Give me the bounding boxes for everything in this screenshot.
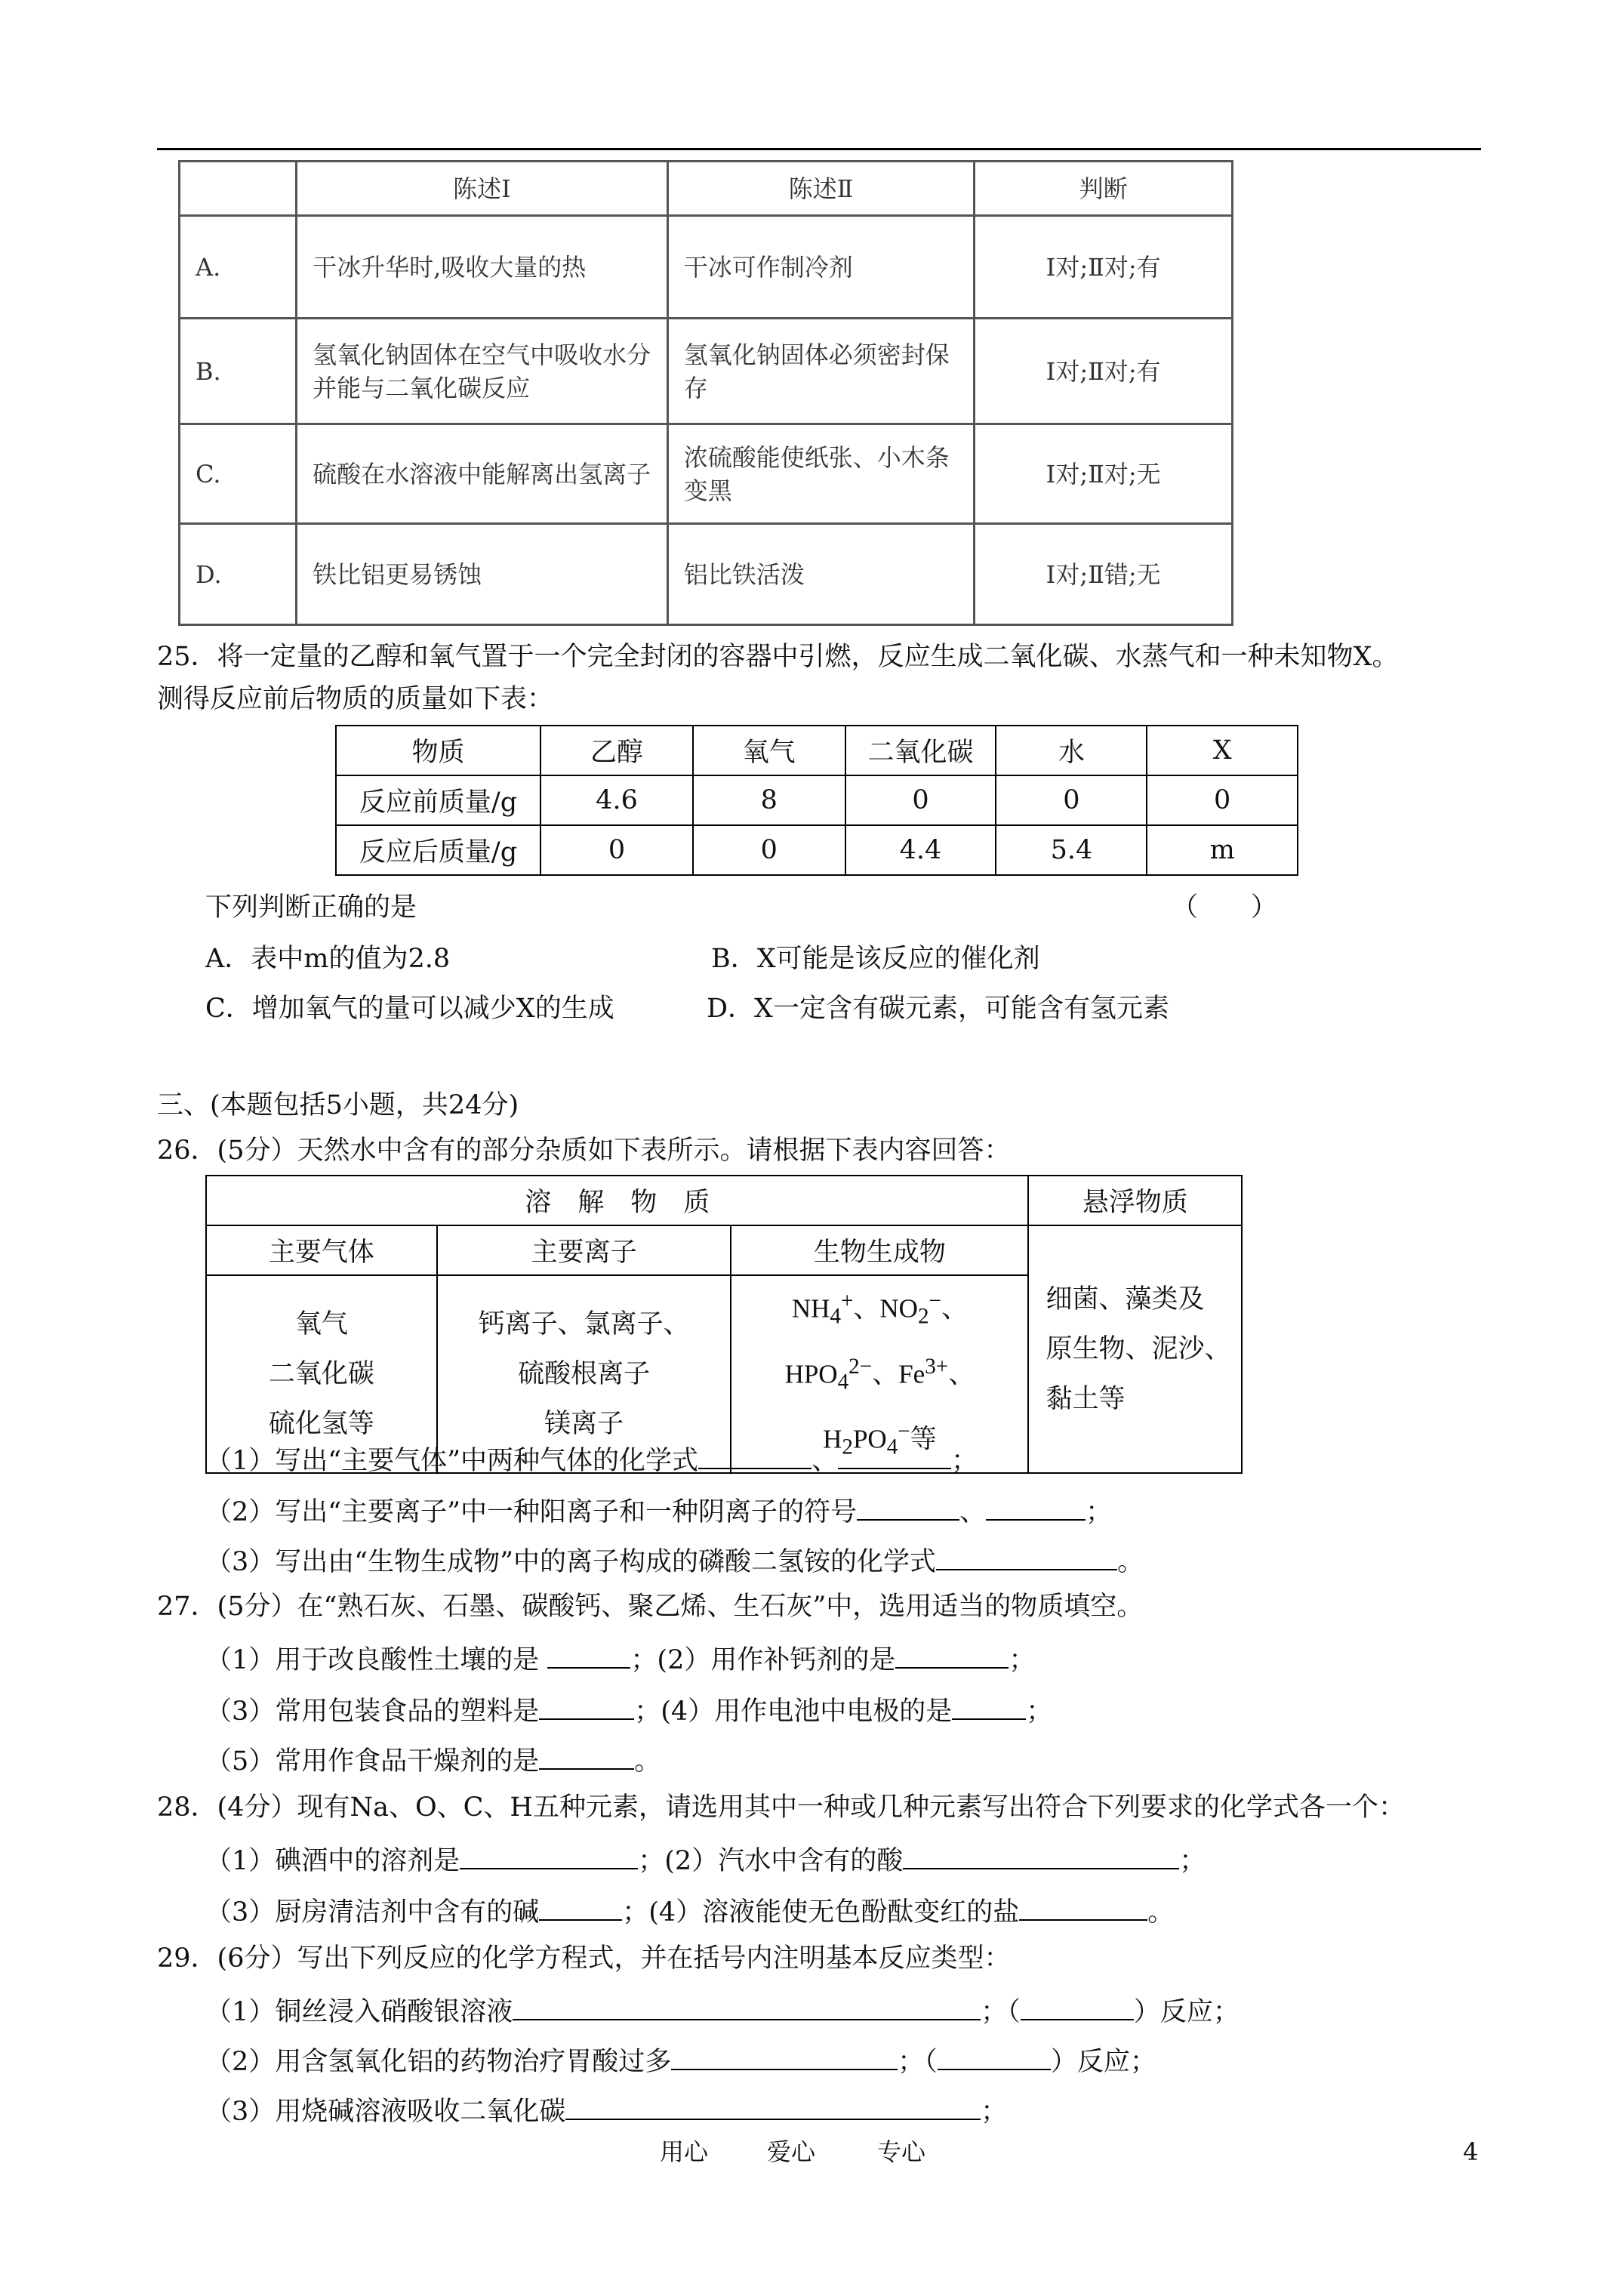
judgement: Ⅰ对;Ⅱ对;无 xyxy=(975,424,1233,524)
question-text: ；(4）溶液能使无色酚酞变红的盐 xyxy=(622,1897,1020,1928)
table-row xyxy=(206,1225,1242,1275)
question-text: （3）常用包装食品的塑料是 xyxy=(205,1697,540,1727)
table-row xyxy=(180,216,1233,319)
question-text: ；(2）用作补钙剂的是 xyxy=(630,1645,896,1675)
option-c: C．增加氧气的量可以减少X的生成 xyxy=(205,994,614,1024)
q27-line2 xyxy=(205,1691,1052,1728)
question-text: ）反应； xyxy=(1050,2047,1156,2077)
subscript: 4 xyxy=(830,1304,841,1329)
header-cell: 乙醇 xyxy=(540,726,693,775)
q27-line1 xyxy=(205,1640,1035,1677)
suspended-line: 细菌、藻类及 xyxy=(1046,1284,1205,1314)
water-impurities-table xyxy=(205,1175,1243,1474)
answer-blank[interactable] xyxy=(460,1841,638,1869)
statement-2: 浓硫酸能使纸张、小木条变黑 xyxy=(667,424,975,524)
table-cell: 反应前质量/g xyxy=(336,775,540,825)
q25-stem-line1: 25．将一定量的乙醇和氧气置于一个完全封闭的容器中引燃，反应生成二氧化碳、水蒸气和一种未知物X。 xyxy=(157,642,1399,672)
q26-part2 xyxy=(205,1492,1112,1529)
statement-2: 干冰可作制冷剂 xyxy=(667,216,975,319)
answer-blank[interactable] xyxy=(671,2042,898,2070)
superscript: 2− xyxy=(848,1354,873,1379)
answer-blank[interactable] xyxy=(698,1441,812,1469)
question-text: （1）碘酒中的溶剂是 xyxy=(205,1846,460,1876)
question-text: （5）常用作食品干燥剂的是 xyxy=(205,1746,540,1777)
answer-blank[interactable] xyxy=(565,2091,981,2120)
statement-2: 氢氧化钠固体必须密封保存 xyxy=(667,319,975,424)
question-text: ；(4）用作电池中电极的是 xyxy=(634,1697,953,1727)
superscript: − xyxy=(929,1289,941,1313)
question-text: ；(2）汽水中含有的酸 xyxy=(638,1846,904,1876)
q25-stem-line2: 测得反应前后物质的质量如下表： xyxy=(157,684,554,714)
formula-text: 、 xyxy=(941,1293,969,1324)
q29-line1 xyxy=(205,1992,1240,2029)
row-label: B. xyxy=(180,319,297,424)
answer-blank[interactable] xyxy=(857,1492,959,1521)
q26-stem: 26．(5分）天然水中含有的部分杂质如下表所示。请根据下表内容回答： xyxy=(157,1136,1011,1166)
question-text: ； xyxy=(1086,1497,1113,1527)
question-text: （ xyxy=(1007,1997,1021,2027)
q29-line2 xyxy=(205,2042,1156,2079)
header-cell: X xyxy=(1147,726,1298,775)
question-text: 。 xyxy=(634,1746,661,1777)
q28-stem: 28．(4分）现有Na、O、C、H五种元素，请选用其中一种或几种元素写出符合下列要求的化学式各一个： xyxy=(157,1792,1405,1823)
header-rule xyxy=(157,148,1481,150)
footer-motto: 专心 xyxy=(877,2137,926,2166)
statement-1: 氢氧化钠固体在空气中吸收水分并能与二氧化碳反应 xyxy=(297,319,668,424)
ion-line: 钙离子、氯离子、 xyxy=(478,1308,690,1339)
section-heading: 三、(本题包括5小题，共24分) xyxy=(157,1090,519,1120)
table-cell: 4.4 xyxy=(845,825,996,875)
question-text: ）反应； xyxy=(1133,1997,1240,2027)
table-row xyxy=(336,726,1298,775)
page-number: 4 xyxy=(1463,2137,1479,2166)
ion-line: 硫酸根离子 xyxy=(518,1358,651,1389)
superscript: + xyxy=(840,1289,854,1313)
header-cell: 判断 xyxy=(975,162,1233,216)
table-cell: 0 xyxy=(1147,775,1298,825)
question-text: 、 xyxy=(959,1497,987,1527)
table-row xyxy=(336,825,1298,875)
subscript: 2 xyxy=(842,1435,853,1459)
ion-line: 镁离子 xyxy=(544,1408,624,1439)
q26-part3 xyxy=(205,1542,1144,1579)
question-text: （2）写出“主要离子”中一种阳离子和一种阴离子的符号 xyxy=(205,1497,858,1527)
answer-blank[interactable] xyxy=(936,1542,1117,1570)
bio-line xyxy=(731,1342,1027,1407)
question-text: ； xyxy=(1026,1697,1053,1727)
subheader-gases: 主要气体 xyxy=(206,1225,437,1275)
header-cell: 陈述Ⅱ xyxy=(667,162,975,216)
table-row xyxy=(206,1176,1242,1225)
question-text: ； xyxy=(1179,1846,1206,1876)
table-header-row xyxy=(180,162,1233,216)
option-a: A．表中m的值为2.8 xyxy=(205,944,451,974)
mass-table xyxy=(335,725,1298,876)
answer-blank[interactable] xyxy=(903,1841,1179,1869)
header-cell: 物质 xyxy=(336,726,540,775)
question-text: ； xyxy=(1009,1645,1036,1675)
header-cell: 二氧化碳 xyxy=(845,726,996,775)
question-text: （ xyxy=(924,2047,938,2077)
formula-text: 等 xyxy=(910,1424,937,1454)
table-row xyxy=(180,524,1233,625)
table-row xyxy=(180,319,1233,424)
subscript: 4 xyxy=(837,1370,849,1395)
row-label: A. xyxy=(180,216,297,319)
subscript: 4 xyxy=(886,1435,898,1459)
judgement: Ⅰ对;Ⅱ对;有 xyxy=(975,319,1233,424)
question-text: 。 xyxy=(1117,1547,1144,1577)
header-cell: 氧气 xyxy=(693,726,845,775)
q27-stem: 27．(5分）在“熟石灰、石墨、碳酸钙、聚乙烯、生石灰”中，选用适当的物质填空。 xyxy=(157,1592,1144,1622)
q28-line2 xyxy=(205,1892,1174,1929)
question-text: ； xyxy=(981,2097,1008,2127)
question-text: ； xyxy=(898,2047,925,2077)
answer-blank[interactable] xyxy=(513,1992,981,2020)
question-text: ； xyxy=(981,1997,1008,2027)
formula-text: PO xyxy=(852,1424,887,1454)
gas-item: 硫化氢等 xyxy=(268,1408,374,1439)
question-text: （3）写出由“生物生成物”中的离子构成的磷酸二氢铵的化学式 xyxy=(205,1547,937,1577)
answer-blank[interactable] xyxy=(986,1492,1086,1521)
answer-blank[interactable] xyxy=(1019,1892,1147,1921)
footer-motto: 爱心 xyxy=(767,2137,816,2166)
suspended-line: 黏土等 xyxy=(1046,1383,1126,1414)
header-cell: 陈述Ⅰ xyxy=(297,162,668,216)
bio-line xyxy=(731,1276,1027,1342)
option-d: D．X一定含有碳元素，可能含有氢元素 xyxy=(707,994,1169,1024)
answer-blank[interactable] xyxy=(539,1741,634,1770)
judgement: Ⅰ对;Ⅱ错;无 xyxy=(975,524,1233,625)
question-text: ； xyxy=(951,1446,978,1476)
q27-line3 xyxy=(205,1741,661,1778)
question-text: （1）铜丝浸入硝酸银溶液 xyxy=(205,1997,513,2027)
question-text: （3）用烧碱溶液吸收二氧化碳 xyxy=(205,2097,566,2127)
header-cell xyxy=(180,162,297,216)
statement-1: 硫酸在水溶液中能解离出氢离子 xyxy=(297,424,668,524)
statement-2: 铝比铁活泼 xyxy=(667,524,975,625)
formula-text: 、 xyxy=(948,1359,975,1389)
formula-text: 、NO xyxy=(853,1293,918,1324)
question-text: （3）厨房清洁剂中含有的碱 xyxy=(205,1897,540,1928)
gas-item: 氧气 xyxy=(294,1308,348,1339)
statement-1: 铁比铝更易锈蚀 xyxy=(297,524,668,625)
answer-blank[interactable] xyxy=(547,1640,630,1669)
table-cell: 0 xyxy=(996,775,1147,825)
row-label: D. xyxy=(180,524,297,625)
superscript: 3+ xyxy=(925,1354,949,1379)
judgement: Ⅰ对;Ⅱ对;有 xyxy=(975,216,1233,319)
reaction-type-blank[interactable] xyxy=(1021,1992,1134,2020)
row-label: C. xyxy=(180,424,297,524)
question-text: （1）写出“主要气体”中两种气体的化学式 xyxy=(205,1446,699,1476)
subheader-bio: 生物生成物 xyxy=(731,1225,1028,1275)
suspended-cell xyxy=(1028,1225,1242,1473)
question-text: 。 xyxy=(1147,1897,1175,1928)
table-cell: 0 xyxy=(693,825,845,875)
table-cell: 4.6 xyxy=(540,775,693,825)
formula-text: NH xyxy=(791,1293,830,1324)
dissolved-header: 溶 解 物 质 xyxy=(206,1176,1028,1225)
table-cell: 反应后质量/g xyxy=(336,825,540,875)
subscript: 2 xyxy=(917,1304,929,1329)
question-text: （1）用于改良酸性土壤的是 xyxy=(205,1645,540,1675)
suspended-header: 悬浮物质 xyxy=(1028,1176,1242,1225)
reaction-type-blank[interactable] xyxy=(938,2042,1051,2070)
answer-blank[interactable] xyxy=(895,1640,1009,1669)
table-row xyxy=(180,424,1233,524)
header-cell: 水 xyxy=(996,726,1147,775)
answer-blank[interactable] xyxy=(838,1441,951,1469)
superscript: − xyxy=(898,1419,910,1444)
formula-text: 、Fe xyxy=(872,1359,925,1389)
option-b: B．X可能是该反应的催化剂 xyxy=(711,944,1040,974)
footer-motto: 用心 xyxy=(660,2137,709,2166)
formula-text: HPO xyxy=(784,1359,838,1389)
question-text: 、 xyxy=(812,1446,839,1476)
answer-blank[interactable] xyxy=(539,1691,634,1720)
q25-prompt: 下列判断正确的是 xyxy=(205,892,417,923)
statement-judgement-table xyxy=(178,160,1233,626)
table-cell: 0 xyxy=(540,825,693,875)
q28-line1 xyxy=(205,1841,1206,1878)
formula-text: H xyxy=(823,1424,842,1454)
table-cell: 5.4 xyxy=(996,825,1147,875)
gas-item: 二氧化碳 xyxy=(268,1358,374,1389)
answer-parentheses: （ ） xyxy=(1172,892,1278,923)
answer-blank[interactable] xyxy=(952,1691,1026,1720)
question-text: （2）用含氢氧化铝的药物治疗胃酸过多 xyxy=(205,2047,672,2077)
table-cell: m xyxy=(1147,825,1298,875)
suspended-line: 原生物、泥沙、 xyxy=(1046,1333,1231,1364)
table-cell: 8 xyxy=(693,775,845,825)
q26-part1 xyxy=(205,1441,978,1478)
table-cell: 0 xyxy=(845,775,996,825)
q29-line3 xyxy=(205,2091,1007,2128)
answer-blank[interactable] xyxy=(539,1892,622,1921)
statement-1: 干冰升华时,吸收大量的热 xyxy=(297,216,668,319)
q29-stem: 29．(6分）写出下列反应的化学方程式，并在括号内注明基本反应类型： xyxy=(157,1943,1011,1974)
subheader-ions: 主要离子 xyxy=(437,1225,731,1275)
table-row xyxy=(336,775,1298,825)
